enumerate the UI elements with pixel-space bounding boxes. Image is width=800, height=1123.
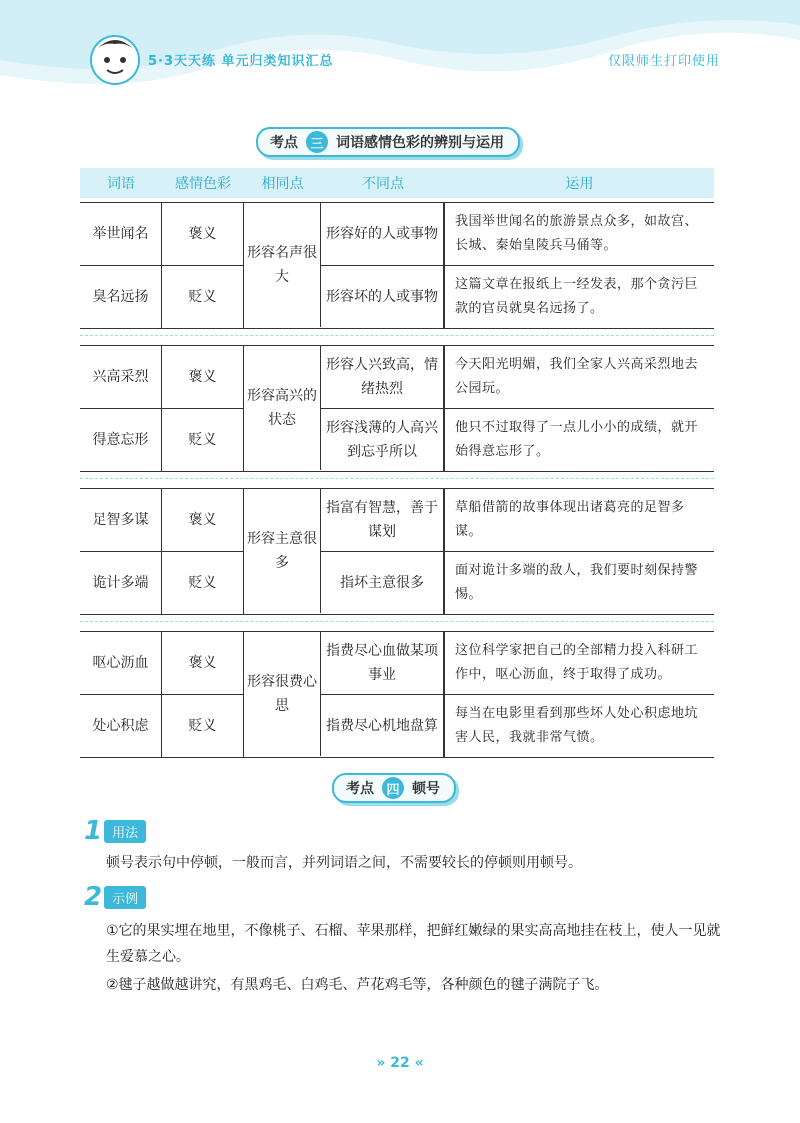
- kaodian-number-badge: 三: [306, 131, 328, 153]
- word-cell: 得意忘形: [80, 409, 162, 471]
- usage-cell: 今天阳光明媚，我们全家人兴高采烈地去公园玩。: [455, 357, 699, 396]
- difference-cell: 指费尽心机地盘算: [321, 695, 445, 757]
- common-cell: 形容主意很多: [244, 489, 321, 613]
- table-group: [80, 488, 714, 615]
- table-row: [80, 694, 714, 757]
- header-usage: 运用: [565, 176, 594, 192]
- section-usage-tag: [84, 816, 146, 846]
- group-separator: [80, 621, 714, 627]
- difference-cell: 形容人兴致高，情绪热烈: [321, 346, 445, 408]
- emotion-cell: 褒义: [162, 632, 244, 694]
- common-cell: 形容名声很大: [244, 203, 321, 327]
- table-row: [80, 551, 714, 614]
- emotion-cell: 贬义: [162, 409, 244, 471]
- header-series-title: 5·3天天练 单元归类知识汇总: [148, 54, 334, 69]
- page-arrow-right-icon: «: [414, 1055, 424, 1071]
- usage-cell: 这位科学家把自己的全部精力投入科研工作中，呕心沥血，终于取得了成功。: [455, 643, 699, 682]
- table-row: [80, 408, 714, 471]
- table-row: [80, 265, 714, 328]
- page-arrow-left-icon: »: [376, 1055, 386, 1071]
- table-group: [80, 631, 714, 758]
- difference-cell: 形容好的人或事物: [321, 203, 445, 265]
- header-emotion: 感情色彩: [175, 176, 231, 192]
- kaodian-heading: 词语感情色彩的辨别与运用: [336, 135, 504, 151]
- word-cell: 诡计多端: [80, 552, 162, 614]
- header-print-notice: 仅限师生打印使用: [607, 54, 720, 69]
- usage-cell: 每当在电影里看到那些坏人处心积虑地坑害人民，我就非常气愤。: [455, 706, 699, 745]
- example-2: ②毽子越做越讲究，有黑鸡毛、白鸡毛、芦花鸡毛等，各种颜色的毽子满院子飞。: [106, 977, 609, 993]
- word-cell: 足智多谋: [80, 489, 162, 551]
- emotion-cell: 褒义: [162, 203, 244, 265]
- usage-cell: 他只不过取得了一点儿小小的成绩，就开始得意忘形了。: [455, 420, 699, 459]
- kaodian-label: 考点: [270, 135, 298, 151]
- emotion-cell: 褒义: [162, 346, 244, 408]
- kaodian-heading: 顿号: [412, 781, 440, 797]
- table-row: [80, 203, 714, 265]
- difference-cell: 形容浅薄的人高兴到忘乎所以: [321, 409, 445, 471]
- table-group: [80, 202, 714, 329]
- section-example-tag: [84, 882, 146, 912]
- kaodian-3-title: [256, 127, 520, 157]
- table-row: [80, 489, 714, 551]
- difference-cell: 指费尽心血做某项事业: [321, 632, 445, 694]
- page-number-value: 22: [390, 1055, 410, 1071]
- header-difference: 不同点: [362, 176, 404, 192]
- common-cell: 形容很费心思: [244, 632, 321, 756]
- table-row: [80, 346, 714, 408]
- usage-cell: 我国举世闻名的旅游景点众多，如故宫、长城、秦始皇陵兵马俑等。: [455, 214, 699, 253]
- usage-paragraph: 顿号表示句中停顿，一般而言，并列词语之间，不需要较长的停顿则用顿号。: [106, 855, 582, 871]
- table-row: [80, 632, 714, 694]
- kaodian-label: 考点: [346, 781, 374, 797]
- word-cell: 举世闻名: [80, 203, 162, 265]
- usage-cell: 这篇文章在报纸上一经发表，那个贪污巨款的官员就臭名远扬了。: [455, 277, 699, 316]
- emotion-cell: 贬义: [162, 266, 244, 328]
- section-number: 1: [84, 816, 103, 846]
- page-number: [0, 1055, 800, 1071]
- common-cell: 形容高兴的状态: [244, 346, 321, 470]
- emotion-cell: 贬义: [162, 552, 244, 614]
- section-label: 示例: [104, 886, 146, 909]
- example-1: ①它的果实埋在地里，不像桃子、石榴、苹果那样，把鲜红嫩绿的果实高高地挂在枝上，使人一见就生爱慕之心。: [106, 923, 721, 965]
- header-word: 词语: [107, 176, 135, 192]
- emotion-cell: 褒义: [162, 489, 244, 551]
- word-cell: 处心积虑: [80, 695, 162, 757]
- mascot-icon: [80, 28, 150, 92]
- emotion-cell: 贬义: [162, 695, 244, 757]
- kaodian-4-title: [332, 773, 456, 803]
- word-cell: 臭名远扬: [80, 266, 162, 328]
- word-emotion-table: [80, 168, 714, 758]
- group-separator: [80, 335, 714, 341]
- difference-cell: 指坏主意很多: [321, 552, 445, 614]
- section-number: 2: [84, 882, 103, 912]
- table-header: [80, 168, 714, 198]
- section-label: 用法: [104, 820, 146, 843]
- difference-cell: 形容坏的人或事物: [321, 266, 445, 328]
- header-common: 相同点: [261, 176, 304, 192]
- table-group: [80, 345, 714, 472]
- usage-cell: 草船借箭的故事体现出诸葛亮的足智多谋。: [455, 500, 685, 539]
- word-cell: 呕心沥血: [80, 632, 162, 694]
- usage-cell: 面对诡计多端的敌人，我们要时刻保持警惕。: [455, 563, 699, 602]
- difference-cell: 指富有智慧，善于谋划: [321, 489, 445, 551]
- group-separator: [80, 478, 714, 484]
- word-cell: 兴高采烈: [80, 346, 162, 408]
- kaodian-number-badge: 四: [382, 777, 404, 799]
